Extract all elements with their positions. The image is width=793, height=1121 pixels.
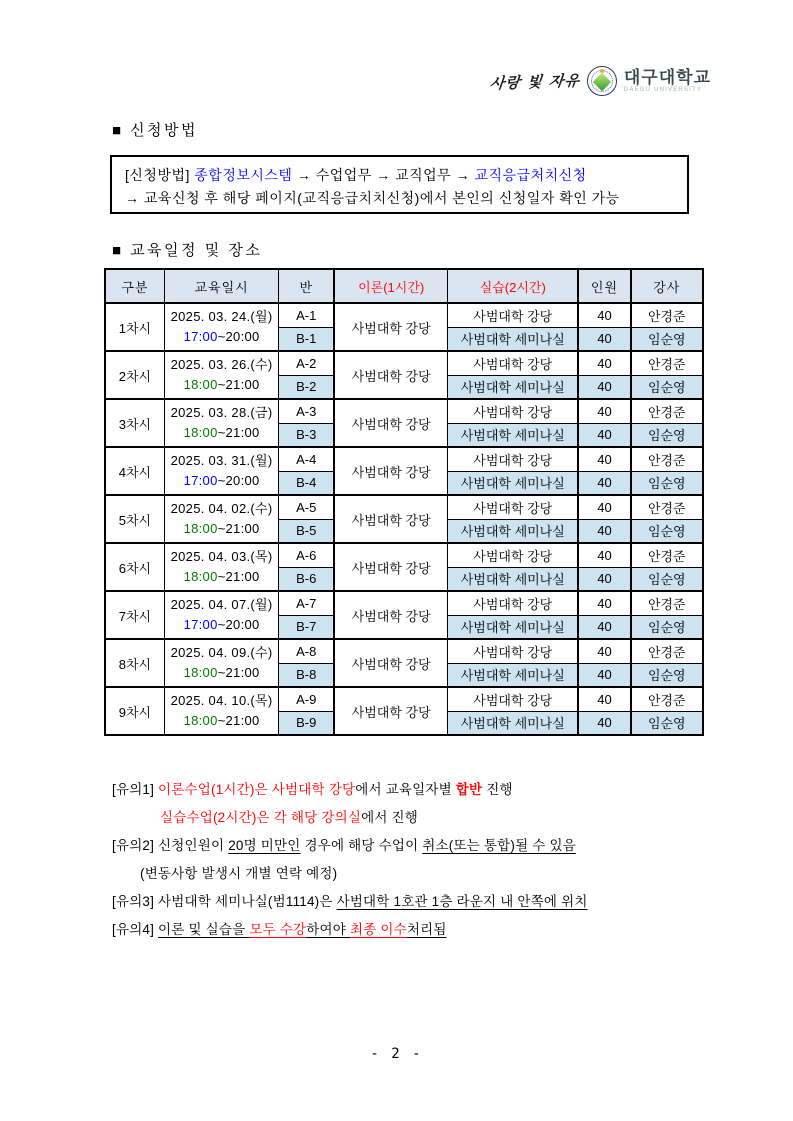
cell-session: 1차시 (105, 303, 164, 351)
cell-class: A-1 (279, 303, 334, 327)
time-start: 18:00 (183, 713, 218, 728)
section-heading-apply (112, 119, 198, 140)
university-emblem-icon (587, 66, 617, 96)
cell-practice-room: 사범대학 세미나실 (448, 567, 579, 591)
cell-count: 40 (578, 423, 630, 447)
text-run: (변동사항 발생시 개별 연락 예정) (140, 866, 338, 881)
cell-datetime (164, 447, 279, 495)
time-end: ~21:00 (217, 569, 260, 584)
cell-date: 2025. 03. 24.(월) (170, 309, 273, 324)
cell-date: 2025. 04. 02.(수) (170, 501, 273, 516)
notes-section (112, 776, 712, 944)
text-run: 교직응급처치신청 (474, 167, 587, 183)
time-start: 18:00 (183, 665, 218, 680)
cell-theory-room: 사범대학 강당 (334, 303, 448, 351)
cell-practice-room: 사범대학 세미나실 (448, 519, 579, 543)
cell-count: 40 (578, 663, 630, 687)
time-end: ~21:00 (217, 377, 260, 392)
cell-class: A-4 (279, 447, 334, 471)
cell-instructor: 안경준 (631, 543, 703, 567)
time-start: 18:00 (183, 377, 218, 392)
table-row (105, 447, 703, 471)
cell-session: 6차시 (105, 543, 164, 591)
text-run: 경우에 해당 수업이 (300, 838, 423, 853)
cell-time (165, 519, 279, 539)
time-end: ~21:00 (217, 665, 260, 680)
cell-time (165, 327, 279, 347)
time-end: ~21:00 (217, 425, 260, 440)
cell-session: 3차시 (105, 399, 164, 447)
cell-practice-room: 사범대학 세미나실 (448, 615, 579, 639)
table-row (105, 351, 703, 375)
table-row (105, 399, 703, 423)
text-run: [신청방법] (125, 167, 195, 183)
cell-time (165, 711, 279, 731)
time-start: 18:00 (183, 569, 218, 584)
cell-class: A-9 (279, 687, 334, 711)
cell-practice-room: 사범대학 강당 (448, 303, 579, 327)
text-run: → 수업업무 → 교직업무 → (292, 167, 475, 183)
text-run: 각 해당 강의실 (273, 810, 362, 825)
cell-practice-room: 사범대학 강당 (448, 399, 579, 423)
cell-theory-room: 사범대학 강당 (334, 543, 448, 591)
cell-class: A-7 (279, 591, 334, 615)
cell-practice-room: 사범대학 세미나실 (448, 375, 579, 399)
cell-session: 2차시 (105, 351, 164, 399)
time-start: 17:00 (183, 329, 218, 344)
cell-class: B-8 (279, 663, 334, 687)
cell-class: A-5 (279, 495, 334, 519)
cell-theory-room: 사범대학 강당 (334, 399, 448, 447)
text-run: 합반 (455, 782, 483, 797)
text-run: [유의3] 사범대학 세미나실(범1114)은 (112, 894, 337, 909)
cell-date: 2025. 04. 07.(월) (170, 597, 273, 612)
text-run: [유의2] 신청인원이 (112, 838, 229, 853)
emblem-diamond-icon (593, 73, 611, 91)
cell-instructor: 안경준 (631, 495, 703, 519)
text-run: 이론 및 실습을 (158, 922, 250, 937)
schedule-table-wrap (104, 268, 704, 736)
cell-practice-room: 사범대학 강당 (448, 687, 579, 711)
cell-session: 4차시 (105, 447, 164, 495)
text-run: 진행 (482, 782, 513, 797)
cell-practice-room: 사범대학 세미나실 (448, 327, 579, 351)
text-run: [유의4] (112, 922, 159, 937)
cell-time (165, 375, 279, 395)
text-run: 하여야 (306, 922, 350, 937)
cell-datetime (164, 639, 279, 687)
cell-time (165, 567, 279, 587)
table-row (105, 639, 703, 663)
text-run: → 교육신청 후 해당 페이지(교직응급치치신청)에서 본인의 신청일자 확인 가능 (125, 190, 620, 206)
text-run: 취소(또는 통합)될 수 있음 (422, 838, 576, 853)
cell-count: 40 (578, 711, 630, 735)
cell-instructor: 임순영 (631, 471, 703, 495)
text-run: [유의1] (112, 782, 159, 797)
column-header-6: 강사 (631, 269, 703, 303)
cell-session: 7차시 (105, 591, 164, 639)
cell-datetime (164, 351, 279, 399)
cell-instructor: 임순영 (631, 375, 703, 399)
cell-practice-room: 사범대학 강당 (448, 591, 579, 615)
time-start: 18:00 (183, 425, 218, 440)
cell-instructor: 안경준 (631, 639, 703, 663)
cell-count: 40 (578, 687, 630, 711)
column-header-2: 반 (279, 269, 334, 303)
cell-count: 40 (578, 375, 630, 399)
square-bullet-icon: ■ (112, 122, 122, 139)
note-line-1b (112, 804, 712, 832)
square-bullet-icon: ■ (112, 242, 122, 259)
cell-class: A-6 (279, 543, 334, 567)
cell-theory-room: 사범대학 강당 (334, 351, 448, 399)
cell-date: 2025. 03. 31.(월) (170, 453, 273, 468)
cell-class: B-4 (279, 471, 334, 495)
cell-datetime (164, 543, 279, 591)
cell-instructor: 임순영 (631, 327, 703, 351)
time-end: ~21:00 (217, 713, 260, 728)
cell-class: B-5 (279, 519, 334, 543)
cell-count: 40 (578, 399, 630, 423)
cell-date: 2025. 04. 09.(수) (170, 645, 273, 660)
cell-class: B-9 (279, 711, 334, 735)
table-row (105, 495, 703, 519)
text-run: 최종 이수 (349, 922, 407, 937)
cell-instructor: 안경준 (631, 351, 703, 375)
cell-count: 40 (578, 303, 630, 327)
cell-class: B-1 (279, 327, 334, 351)
cell-count: 40 (578, 351, 630, 375)
university-name-en: DAEGU UNIVERSITY (623, 86, 703, 93)
text-run: 모두 수강 (249, 922, 307, 937)
cell-datetime (164, 687, 279, 735)
cell-practice-room: 사범대학 강당 (448, 639, 579, 663)
text-run: 종합정보시스템 (194, 167, 293, 183)
cell-theory-room: 사범대학 강당 (334, 447, 448, 495)
cell-count: 40 (578, 615, 630, 639)
apply-method-line-1 (125, 164, 674, 187)
time-start: 18:00 (183, 521, 218, 536)
cell-count: 40 (578, 639, 630, 663)
time-start: 17:00 (183, 617, 218, 632)
cell-practice-room: 사범대학 세미나실 (448, 663, 579, 687)
cell-instructor: 임순영 (631, 519, 703, 543)
cell-count: 40 (578, 471, 630, 495)
cell-time (165, 423, 279, 443)
cell-session: 8차시 (105, 639, 164, 687)
cell-count: 40 (578, 495, 630, 519)
table-row (105, 687, 703, 711)
schedule-table (104, 268, 704, 736)
column-header-3: 이론(1시간) (334, 269, 448, 303)
cell-theory-room: 사범대학 강당 (334, 591, 448, 639)
apply-method-line-2 (125, 187, 674, 210)
column-header-5: 인원 (578, 269, 630, 303)
cell-practice-room: 사범대학 강당 (448, 447, 579, 471)
time-end: ~21:00 (217, 521, 260, 536)
cell-time (165, 615, 279, 635)
note-line-2b (112, 860, 712, 888)
column-header-0: 구분 (105, 269, 164, 303)
cell-count: 40 (578, 543, 630, 567)
cell-count: 40 (578, 519, 630, 543)
cell-time (165, 663, 279, 683)
cell-instructor: 안경준 (631, 591, 703, 615)
cell-date: 2025. 04. 10.(목) (170, 693, 273, 708)
table-header-row (105, 269, 703, 303)
cell-session: 5차시 (105, 495, 164, 543)
logo-slogan: 사랑 빛 자유 (488, 70, 581, 93)
cell-class: A-8 (279, 639, 334, 663)
cell-class: B-7 (279, 615, 334, 639)
cell-datetime (164, 399, 279, 447)
note-line-3 (112, 888, 712, 916)
university-logo (490, 66, 711, 96)
cell-instructor: 안경준 (631, 399, 703, 423)
cell-datetime (164, 591, 279, 639)
cell-class: B-2 (279, 375, 334, 399)
cell-class: A-2 (279, 351, 334, 375)
cell-instructor: 안경준 (631, 303, 703, 327)
cell-instructor: 임순영 (631, 663, 703, 687)
cell-session: 9차시 (105, 687, 164, 735)
time-end: ~20:00 (217, 329, 260, 344)
cell-practice-room: 사범대학 강당 (448, 495, 579, 519)
section-heading-schedule (112, 239, 262, 260)
time-end: ~20:00 (217, 473, 260, 488)
cell-date: 2025. 04. 03.(목) (170, 549, 273, 564)
column-header-4: 실습(2시간) (448, 269, 579, 303)
cell-practice-room: 사범대학 강당 (448, 351, 579, 375)
cell-instructor: 임순영 (631, 423, 703, 447)
text-run: 사범대학 1호관 1층 라운지 내 안쪽에 위치 (336, 894, 588, 909)
text-run: 처리됨 (406, 922, 447, 937)
note-line-4 (112, 916, 712, 944)
table-row (105, 303, 703, 327)
cell-class: B-3 (279, 423, 334, 447)
cell-theory-room: 사범대학 강당 (334, 639, 448, 687)
section-heading-apply-label: 신청방법 (130, 122, 199, 139)
apply-method-box (110, 155, 689, 214)
cell-date: 2025. 03. 28.(금) (170, 405, 273, 420)
note-line-1 (112, 776, 712, 804)
cell-time (165, 471, 279, 491)
table-row (105, 591, 703, 615)
text-run: 이론수업(1시간)은 (158, 782, 268, 797)
text-run: 사범대학 강당 (271, 782, 356, 797)
page-number: - 2 - (370, 1046, 423, 1062)
text-run: 실습수업(2시간)은 (160, 810, 270, 825)
university-name: 대구대학교 (623, 67, 711, 87)
cell-count: 40 (578, 447, 630, 471)
cell-instructor: 임순영 (631, 567, 703, 591)
university-name-block (624, 69, 711, 93)
cell-count: 40 (578, 591, 630, 615)
cell-class: B-6 (279, 567, 334, 591)
cell-count: 40 (578, 567, 630, 591)
section-heading-schedule-label: 교육일정 및 장소 (130, 242, 263, 259)
cell-theory-room: 사범대학 강당 (334, 495, 448, 543)
text-run: 20명 미만인 (228, 838, 301, 853)
cell-practice-room: 사범대학 세미나실 (448, 423, 579, 447)
cell-instructor: 안경준 (631, 687, 703, 711)
time-end: ~20:00 (217, 617, 260, 632)
text-run: 에서 진행 (361, 810, 419, 825)
cell-practice-room: 사범대학 세미나실 (448, 471, 579, 495)
cell-instructor: 임순영 (631, 711, 703, 735)
cell-instructor: 안경준 (631, 447, 703, 471)
text-run: 에서 교육일자별 (355, 782, 456, 797)
time-start: 17:00 (183, 473, 218, 488)
cell-practice-room: 사범대학 세미나실 (448, 711, 579, 735)
cell-datetime (164, 495, 279, 543)
cell-theory-room: 사범대학 강당 (334, 687, 448, 735)
cell-class: A-3 (279, 399, 334, 423)
cell-date: 2025. 03. 26.(수) (170, 357, 273, 372)
cell-datetime (164, 303, 279, 351)
cell-instructor: 임순영 (631, 615, 703, 639)
cell-count: 40 (578, 327, 630, 351)
cell-practice-room: 사범대학 강당 (448, 543, 579, 567)
column-header-1: 교육일시 (164, 269, 279, 303)
note-line-2 (112, 832, 712, 860)
table-row (105, 543, 703, 567)
